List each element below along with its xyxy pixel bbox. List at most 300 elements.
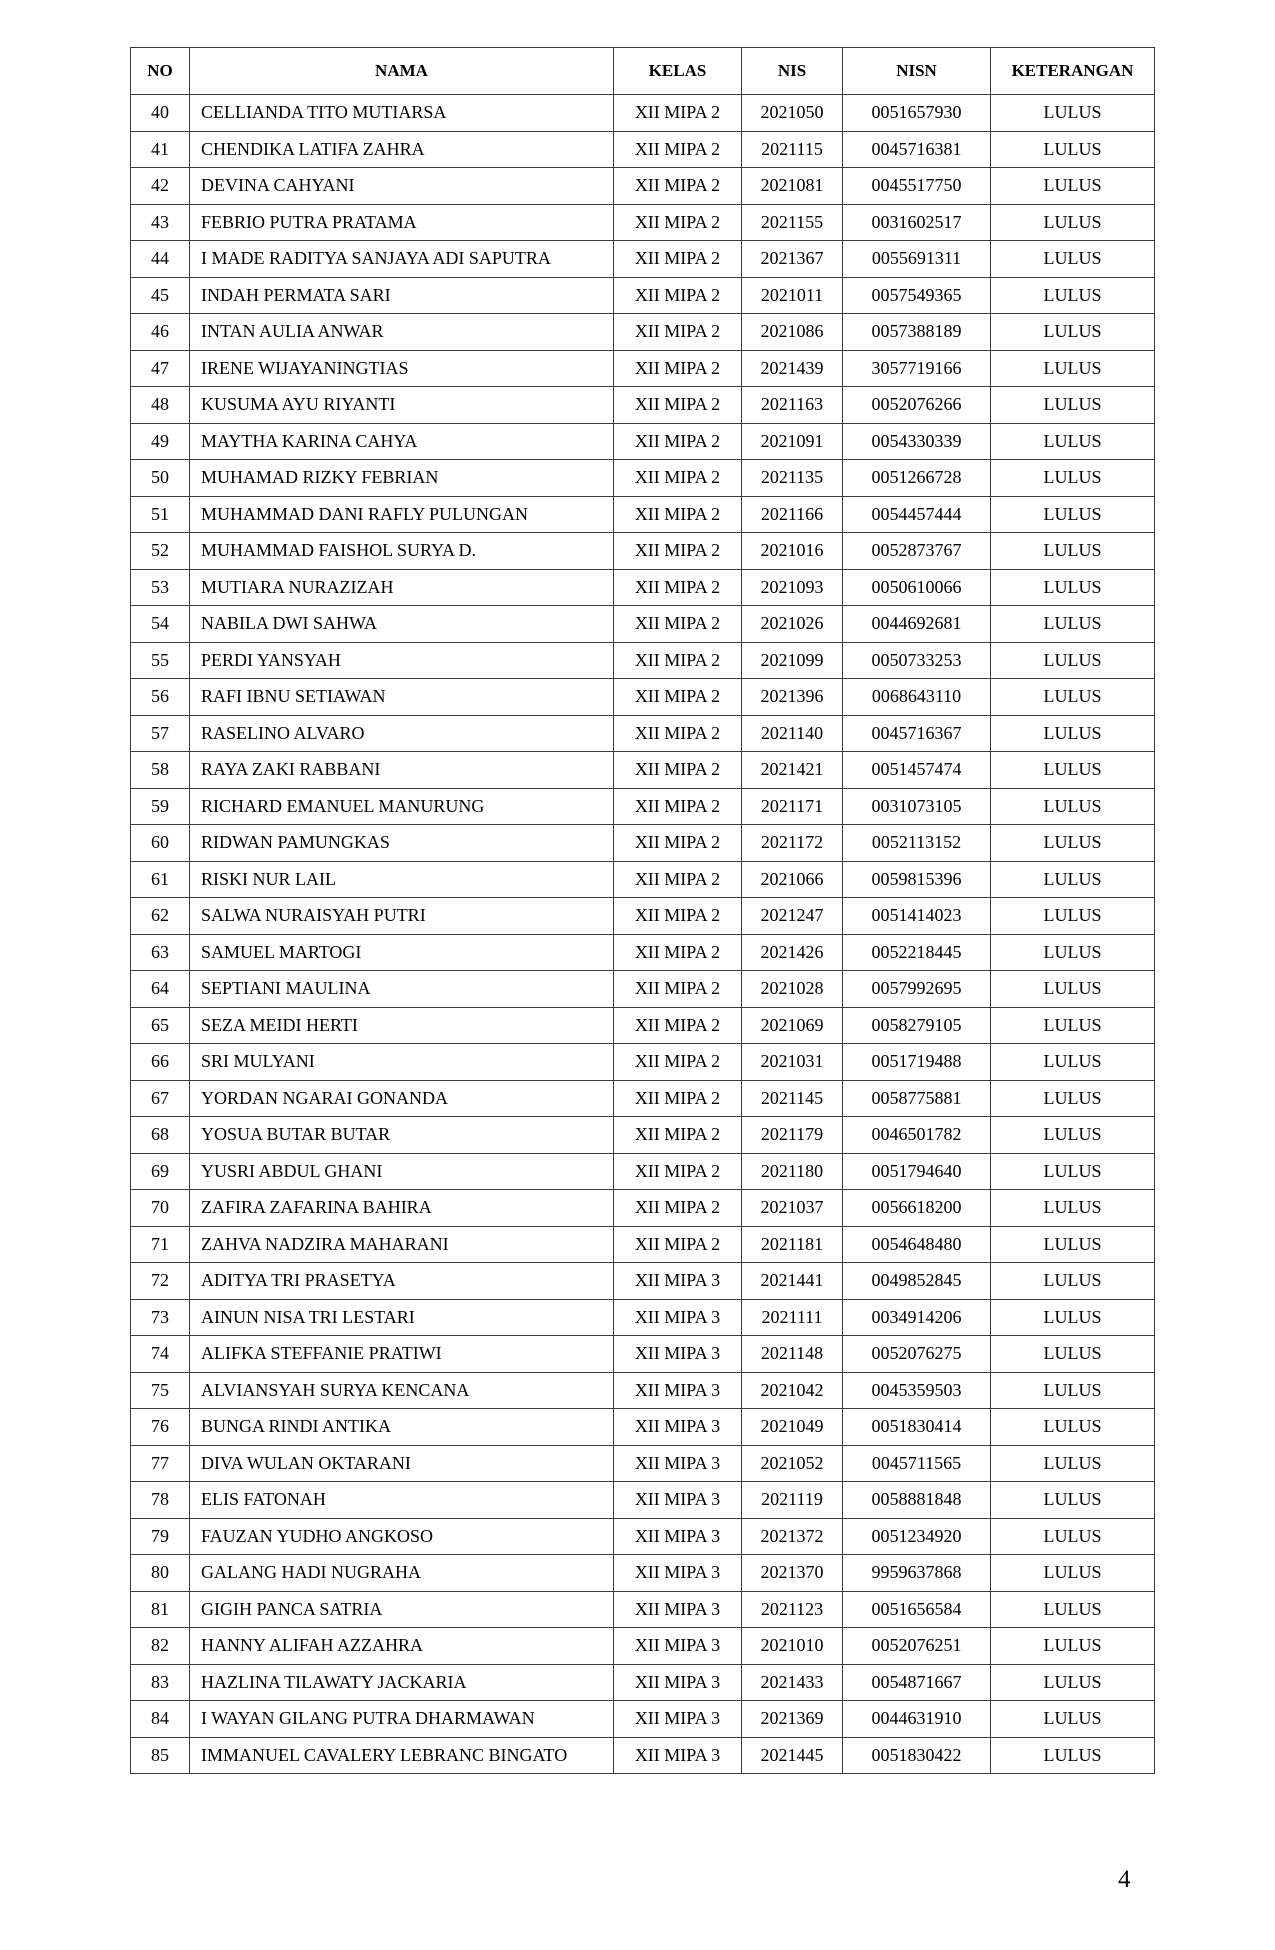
- cell-kelas: XII MIPA 2: [614, 788, 742, 825]
- cell-nis: 2021050: [742, 95, 843, 132]
- cell-nama: MUHAMMAD DANI RAFLY PULUNGAN: [190, 496, 614, 533]
- table-header: [131, 48, 1155, 95]
- cell-nisn: 0051830414: [843, 1409, 991, 1446]
- cell-no: 77: [131, 1445, 190, 1482]
- cell-nama: INTAN AULIA ANWAR: [190, 314, 614, 351]
- table-row: [131, 1153, 1155, 1190]
- cell-no: 79: [131, 1518, 190, 1555]
- cell-keterangan: LULUS: [991, 788, 1155, 825]
- table-row: [131, 1409, 1155, 1446]
- cell-kelas: XII MIPA 2: [614, 95, 742, 132]
- cell-nisn: 0045716367: [843, 715, 991, 752]
- cell-nisn: 0052076251: [843, 1628, 991, 1665]
- table-row: [131, 642, 1155, 679]
- cell-kelas: XII MIPA 2: [614, 679, 742, 716]
- header-row: [131, 48, 1155, 95]
- cell-nisn: 0052076275: [843, 1336, 991, 1373]
- cell-nis: 2021119: [742, 1482, 843, 1519]
- cell-nama: CELLIANDA TITO MUTIARSA: [190, 95, 614, 132]
- cell-nisn: 0050733253: [843, 642, 991, 679]
- cell-kelas: XII MIPA 2: [614, 1153, 742, 1190]
- cell-keterangan: LULUS: [991, 752, 1155, 789]
- cell-nisn: 0051656584: [843, 1591, 991, 1628]
- cell-no: 83: [131, 1664, 190, 1701]
- cell-kelas: XII MIPA 3: [614, 1263, 742, 1300]
- cell-no: 82: [131, 1628, 190, 1665]
- cell-nisn: 0054648480: [843, 1226, 991, 1263]
- cell-no: 61: [131, 861, 190, 898]
- table-row: [131, 1263, 1155, 1300]
- header-nisn: NISN: [843, 48, 991, 95]
- table-row: [131, 1190, 1155, 1227]
- cell-nama: ALVIANSYAH SURYA KENCANA: [190, 1372, 614, 1409]
- table-row: [131, 1591, 1155, 1628]
- cell-kelas: XII MIPA 2: [614, 1007, 742, 1044]
- cell-nis: 2021011: [742, 277, 843, 314]
- cell-no: 62: [131, 898, 190, 935]
- cell-nisn: 0051830422: [843, 1737, 991, 1774]
- cell-nis: 2021172: [742, 825, 843, 862]
- cell-nis: 2021426: [742, 934, 843, 971]
- cell-keterangan: LULUS: [991, 679, 1155, 716]
- cell-nama: SALWA NURAISYAH PUTRI: [190, 898, 614, 935]
- cell-kelas: XII MIPA 2: [614, 861, 742, 898]
- cell-keterangan: LULUS: [991, 314, 1155, 351]
- cell-keterangan: LULUS: [991, 241, 1155, 278]
- cell-kelas: XII MIPA 2: [614, 387, 742, 424]
- cell-nisn: 0051657930: [843, 95, 991, 132]
- cell-nisn: 0054457444: [843, 496, 991, 533]
- cell-nis: 2021031: [742, 1044, 843, 1081]
- header-kelas: KELAS: [614, 48, 742, 95]
- cell-kelas: XII MIPA 2: [614, 1190, 742, 1227]
- cell-nama: RAYA ZAKI RABBANI: [190, 752, 614, 789]
- table-row: [131, 1482, 1155, 1519]
- cell-nis: 2021066: [742, 861, 843, 898]
- cell-no: 57: [131, 715, 190, 752]
- cell-nis: 2021166: [742, 496, 843, 533]
- cell-nama: MUTIARA NURAZIZAH: [190, 569, 614, 606]
- cell-keterangan: LULUS: [991, 898, 1155, 935]
- header-keterangan: KETERANGAN: [991, 48, 1155, 95]
- cell-kelas: XII MIPA 3: [614, 1482, 742, 1519]
- cell-no: 80: [131, 1555, 190, 1592]
- table-body: [131, 95, 1155, 1774]
- cell-nisn: 0049852845: [843, 1263, 991, 1300]
- table-row: [131, 496, 1155, 533]
- cell-kelas: XII MIPA 2: [614, 533, 742, 570]
- cell-nis: 2021081: [742, 168, 843, 205]
- cell-nisn: 0045711565: [843, 1445, 991, 1482]
- cell-keterangan: LULUS: [991, 1299, 1155, 1336]
- table-row: [131, 460, 1155, 497]
- table-row: [131, 1044, 1155, 1081]
- cell-nis: 2021441: [742, 1263, 843, 1300]
- cell-nisn: 0031073105: [843, 788, 991, 825]
- cell-keterangan: LULUS: [991, 1482, 1155, 1519]
- cell-no: 58: [131, 752, 190, 789]
- cell-nis: 2021052: [742, 1445, 843, 1482]
- cell-nis: 2021093: [742, 569, 843, 606]
- cell-nisn: 0034914206: [843, 1299, 991, 1336]
- cell-no: 78: [131, 1482, 190, 1519]
- cell-nisn: 0058881848: [843, 1482, 991, 1519]
- table-row: [131, 1080, 1155, 1117]
- cell-nisn: 0052113152: [843, 825, 991, 862]
- cell-nis: 2021099: [742, 642, 843, 679]
- table-row: [131, 1226, 1155, 1263]
- table-row: [131, 387, 1155, 424]
- cell-nis: 2021010: [742, 1628, 843, 1665]
- cell-nis: 2021086: [742, 314, 843, 351]
- cell-nis: 2021148: [742, 1336, 843, 1373]
- table-row: [131, 204, 1155, 241]
- cell-keterangan: LULUS: [991, 204, 1155, 241]
- cell-kelas: XII MIPA 2: [614, 423, 742, 460]
- cell-nama: FAUZAN YUDHO ANGKOSO: [190, 1518, 614, 1555]
- cell-keterangan: LULUS: [991, 1701, 1155, 1738]
- cell-nisn: 0058775881: [843, 1080, 991, 1117]
- cell-nis: 2021016: [742, 533, 843, 570]
- cell-no: 65: [131, 1007, 190, 1044]
- cell-keterangan: LULUS: [991, 95, 1155, 132]
- cell-nisn: 0051414023: [843, 898, 991, 935]
- cell-no: 46: [131, 314, 190, 351]
- cell-nama: PERDI YANSYAH: [190, 642, 614, 679]
- cell-nisn: 0052873767: [843, 533, 991, 570]
- table-row: [131, 1737, 1155, 1774]
- cell-nis: 2021111: [742, 1299, 843, 1336]
- cell-keterangan: LULUS: [991, 423, 1155, 460]
- cell-nis: 2021433: [742, 1664, 843, 1701]
- table-row: [131, 679, 1155, 716]
- cell-nisn: 0068643110: [843, 679, 991, 716]
- cell-keterangan: LULUS: [991, 1664, 1155, 1701]
- cell-nisn: 0052076266: [843, 387, 991, 424]
- cell-nisn: 0045359503: [843, 1372, 991, 1409]
- cell-kelas: XII MIPA 2: [614, 1117, 742, 1154]
- cell-kelas: XII MIPA 3: [614, 1518, 742, 1555]
- cell-keterangan: LULUS: [991, 1226, 1155, 1263]
- cell-no: 50: [131, 460, 190, 497]
- cell-kelas: XII MIPA 3: [614, 1299, 742, 1336]
- cell-no: 44: [131, 241, 190, 278]
- cell-kelas: XII MIPA 2: [614, 460, 742, 497]
- cell-nama: RICHARD EMANUEL MANURUNG: [190, 788, 614, 825]
- table-row: [131, 825, 1155, 862]
- cell-no: 73: [131, 1299, 190, 1336]
- cell-no: 74: [131, 1336, 190, 1373]
- table-row: [131, 861, 1155, 898]
- cell-kelas: XII MIPA 2: [614, 350, 742, 387]
- cell-keterangan: LULUS: [991, 168, 1155, 205]
- cell-nis: 2021439: [742, 350, 843, 387]
- cell-nis: 2021369: [742, 1701, 843, 1738]
- cell-kelas: XII MIPA 3: [614, 1737, 742, 1774]
- cell-nisn: 0050610066: [843, 569, 991, 606]
- table-row: [131, 898, 1155, 935]
- cell-nama: BUNGA RINDI ANTIKA: [190, 1409, 614, 1446]
- cell-nisn: 9959637868: [843, 1555, 991, 1592]
- cell-kelas: XII MIPA 2: [614, 934, 742, 971]
- cell-kelas: XII MIPA 2: [614, 569, 742, 606]
- cell-nama: MUHAMMAD FAISHOL SURYA D.: [190, 533, 614, 570]
- cell-nisn: 0044692681: [843, 606, 991, 643]
- cell-keterangan: LULUS: [991, 1263, 1155, 1300]
- cell-no: 75: [131, 1372, 190, 1409]
- cell-nisn: 0045517750: [843, 168, 991, 205]
- cell-keterangan: LULUS: [991, 1409, 1155, 1446]
- cell-kelas: XII MIPA 2: [614, 642, 742, 679]
- cell-nama: NABILA DWI SAHWA: [190, 606, 614, 643]
- cell-nis: 2021163: [742, 387, 843, 424]
- cell-nisn: 0031602517: [843, 204, 991, 241]
- cell-keterangan: LULUS: [991, 1445, 1155, 1482]
- table-row: [131, 131, 1155, 168]
- cell-keterangan: LULUS: [991, 642, 1155, 679]
- cell-no: 68: [131, 1117, 190, 1154]
- cell-kelas: XII MIPA 3: [614, 1445, 742, 1482]
- cell-nisn: 0056618200: [843, 1190, 991, 1227]
- table-row: [131, 1518, 1155, 1555]
- cell-keterangan: LULUS: [991, 825, 1155, 862]
- cell-kelas: XII MIPA 3: [614, 1591, 742, 1628]
- cell-keterangan: LULUS: [991, 934, 1155, 971]
- cell-no: 49: [131, 423, 190, 460]
- cell-kelas: XII MIPA 3: [614, 1664, 742, 1701]
- cell-no: 48: [131, 387, 190, 424]
- table-row: [131, 423, 1155, 460]
- cell-kelas: XII MIPA 3: [614, 1372, 742, 1409]
- cell-keterangan: LULUS: [991, 1518, 1155, 1555]
- cell-no: 52: [131, 533, 190, 570]
- cell-kelas: XII MIPA 2: [614, 314, 742, 351]
- cell-nisn: 0044631910: [843, 1701, 991, 1738]
- cell-keterangan: LULUS: [991, 1007, 1155, 1044]
- cell-nama: SEPTIANI MAULINA: [190, 971, 614, 1008]
- cell-nama: I WAYAN GILANG PUTRA DHARMAWAN: [190, 1701, 614, 1738]
- cell-nama: I MADE RADITYA SANJAYA ADI SAPUTRA: [190, 241, 614, 278]
- cell-keterangan: LULUS: [991, 1591, 1155, 1628]
- cell-nama: YUSRI ABDUL GHANI: [190, 1153, 614, 1190]
- cell-keterangan: LULUS: [991, 1080, 1155, 1117]
- cell-keterangan: LULUS: [991, 569, 1155, 606]
- cell-nisn: 0057388189: [843, 314, 991, 351]
- cell-no: 81: [131, 1591, 190, 1628]
- cell-nis: 2021181: [742, 1226, 843, 1263]
- cell-nama: YORDAN NGARAI GONANDA: [190, 1080, 614, 1117]
- table-row: [131, 1664, 1155, 1701]
- cell-nis: 2021091: [742, 423, 843, 460]
- cell-kelas: XII MIPA 2: [614, 971, 742, 1008]
- cell-no: 60: [131, 825, 190, 862]
- cell-nisn: 0052218445: [843, 934, 991, 971]
- cell-kelas: XII MIPA 3: [614, 1555, 742, 1592]
- cell-keterangan: LULUS: [991, 131, 1155, 168]
- cell-nisn: 0057992695: [843, 971, 991, 1008]
- cell-nama: GIGIH PANCA SATRIA: [190, 1591, 614, 1628]
- cell-nis: 2021372: [742, 1518, 843, 1555]
- cell-no: 63: [131, 934, 190, 971]
- table-row: [131, 350, 1155, 387]
- cell-nama: INDAH PERMATA SARI: [190, 277, 614, 314]
- table-row: [131, 606, 1155, 643]
- table-row: [131, 1372, 1155, 1409]
- cell-nisn: 3057719166: [843, 350, 991, 387]
- page-number: 4: [1118, 1866, 1131, 1893]
- cell-nama: ZAFIRA ZAFARINA BAHIRA: [190, 1190, 614, 1227]
- cell-kelas: XII MIPA 2: [614, 277, 742, 314]
- cell-no: 55: [131, 642, 190, 679]
- cell-kelas: XII MIPA 3: [614, 1336, 742, 1373]
- cell-nama: DIVA WULAN OKTARANI: [190, 1445, 614, 1482]
- cell-nis: 2021135: [742, 460, 843, 497]
- cell-nisn: 0054871667: [843, 1664, 991, 1701]
- header-nama: NAMA: [190, 48, 614, 95]
- cell-nama: RISKI NUR LAIL: [190, 861, 614, 898]
- cell-keterangan: LULUS: [991, 606, 1155, 643]
- cell-no: 43: [131, 204, 190, 241]
- cell-keterangan: LULUS: [991, 1190, 1155, 1227]
- cell-nama: DEVINA CAHYANI: [190, 168, 614, 205]
- cell-nis: 2021180: [742, 1153, 843, 1190]
- table-row: [131, 1701, 1155, 1738]
- cell-keterangan: LULUS: [991, 460, 1155, 497]
- cell-nama: SEZA MEIDI HERTI: [190, 1007, 614, 1044]
- cell-nisn: 0058279105: [843, 1007, 991, 1044]
- cell-nama: RASELINO ALVARO: [190, 715, 614, 752]
- cell-nis: 2021179: [742, 1117, 843, 1154]
- cell-kelas: XII MIPA 2: [614, 168, 742, 205]
- table-row: [131, 168, 1155, 205]
- cell-nama: AINUN NISA TRI LESTARI: [190, 1299, 614, 1336]
- cell-no: 51: [131, 496, 190, 533]
- cell-nisn: 0051457474: [843, 752, 991, 789]
- table-row: [131, 1628, 1155, 1665]
- table-row: [131, 1555, 1155, 1592]
- cell-nama: FEBRIO PUTRA PRATAMA: [190, 204, 614, 241]
- cell-nis: 2021042: [742, 1372, 843, 1409]
- cell-nis: 2021247: [742, 898, 843, 935]
- cell-nisn: 0051794640: [843, 1153, 991, 1190]
- cell-nama: KUSUMA AYU RIYANTI: [190, 387, 614, 424]
- cell-keterangan: LULUS: [991, 1372, 1155, 1409]
- cell-nis: 2021140: [742, 715, 843, 752]
- cell-keterangan: LULUS: [991, 1117, 1155, 1154]
- cell-keterangan: LULUS: [991, 1153, 1155, 1190]
- cell-nisn: 0045716381: [843, 131, 991, 168]
- table-row: [131, 715, 1155, 752]
- cell-nisn: 0057549365: [843, 277, 991, 314]
- table-row: [131, 569, 1155, 606]
- cell-nama: RAFI IBNU SETIAWAN: [190, 679, 614, 716]
- cell-kelas: XII MIPA 2: [614, 496, 742, 533]
- cell-keterangan: LULUS: [991, 1336, 1155, 1373]
- graduation-table: [130, 47, 1155, 1774]
- cell-nisn: 0051266728: [843, 460, 991, 497]
- cell-nis: 2021171: [742, 788, 843, 825]
- cell-nama: ADITYA TRI PRASETYA: [190, 1263, 614, 1300]
- cell-nisn: 0046501782: [843, 1117, 991, 1154]
- table-row: [131, 1007, 1155, 1044]
- cell-kelas: XII MIPA 2: [614, 825, 742, 862]
- cell-no: 42: [131, 168, 190, 205]
- cell-keterangan: LULUS: [991, 971, 1155, 1008]
- cell-nis: 2021069: [742, 1007, 843, 1044]
- table-row: [131, 241, 1155, 278]
- cell-kelas: XII MIPA 2: [614, 606, 742, 643]
- cell-nis: 2021421: [742, 752, 843, 789]
- cell-no: 72: [131, 1263, 190, 1300]
- cell-no: 66: [131, 1044, 190, 1081]
- cell-nis: 2021445: [742, 1737, 843, 1774]
- cell-kelas: XII MIPA 2: [614, 1044, 742, 1081]
- header-nis: NIS: [742, 48, 843, 95]
- cell-nis: 2021123: [742, 1591, 843, 1628]
- cell-kelas: XII MIPA 2: [614, 241, 742, 278]
- cell-kelas: XII MIPA 2: [614, 131, 742, 168]
- cell-kelas: XII MIPA 2: [614, 715, 742, 752]
- cell-no: 53: [131, 569, 190, 606]
- cell-nis: 2021145: [742, 1080, 843, 1117]
- cell-keterangan: LULUS: [991, 387, 1155, 424]
- cell-kelas: XII MIPA 3: [614, 1701, 742, 1738]
- cell-nisn: 0055691311: [843, 241, 991, 278]
- cell-no: 41: [131, 131, 190, 168]
- table-row: [131, 752, 1155, 789]
- cell-nis: 2021049: [742, 1409, 843, 1446]
- cell-nis: 2021370: [742, 1555, 843, 1592]
- cell-nama: MAYTHA KARINA CAHYA: [190, 423, 614, 460]
- cell-no: 67: [131, 1080, 190, 1117]
- cell-nama: ZAHVA NADZIRA MAHARANI: [190, 1226, 614, 1263]
- cell-keterangan: LULUS: [991, 1628, 1155, 1665]
- cell-nama: SRI MULYANI: [190, 1044, 614, 1081]
- cell-keterangan: LULUS: [991, 496, 1155, 533]
- cell-nisn: 0054330339: [843, 423, 991, 460]
- cell-nisn: 0051234920: [843, 1518, 991, 1555]
- cell-no: 45: [131, 277, 190, 314]
- cell-nama: HAZLINA TILAWATY JACKARIA: [190, 1664, 614, 1701]
- cell-keterangan: LULUS: [991, 861, 1155, 898]
- cell-nama: CHENDIKA LATIFA ZAHRA: [190, 131, 614, 168]
- cell-kelas: XII MIPA 3: [614, 1409, 742, 1446]
- cell-nis: 2021367: [742, 241, 843, 278]
- cell-keterangan: LULUS: [991, 533, 1155, 570]
- table-row: [131, 533, 1155, 570]
- cell-no: 54: [131, 606, 190, 643]
- cell-nis: 2021396: [742, 679, 843, 716]
- cell-nama: YOSUA BUTAR BUTAR: [190, 1117, 614, 1154]
- cell-nis: 2021026: [742, 606, 843, 643]
- cell-no: 85: [131, 1737, 190, 1774]
- cell-nama: ALIFKA STEFFANIE PRATIWI: [190, 1336, 614, 1373]
- cell-nis: 2021115: [742, 131, 843, 168]
- cell-nama: HANNY ALIFAH AZZAHRA: [190, 1628, 614, 1665]
- cell-kelas: XII MIPA 2: [614, 1080, 742, 1117]
- cell-kelas: XII MIPA 2: [614, 898, 742, 935]
- cell-kelas: XII MIPA 2: [614, 1226, 742, 1263]
- cell-no: 47: [131, 350, 190, 387]
- table-row: [131, 95, 1155, 132]
- cell-nis: 2021155: [742, 204, 843, 241]
- table-row: [131, 314, 1155, 351]
- cell-keterangan: LULUS: [991, 1555, 1155, 1592]
- cell-no: 76: [131, 1409, 190, 1446]
- cell-kelas: XII MIPA 2: [614, 204, 742, 241]
- cell-no: 70: [131, 1190, 190, 1227]
- cell-keterangan: LULUS: [991, 277, 1155, 314]
